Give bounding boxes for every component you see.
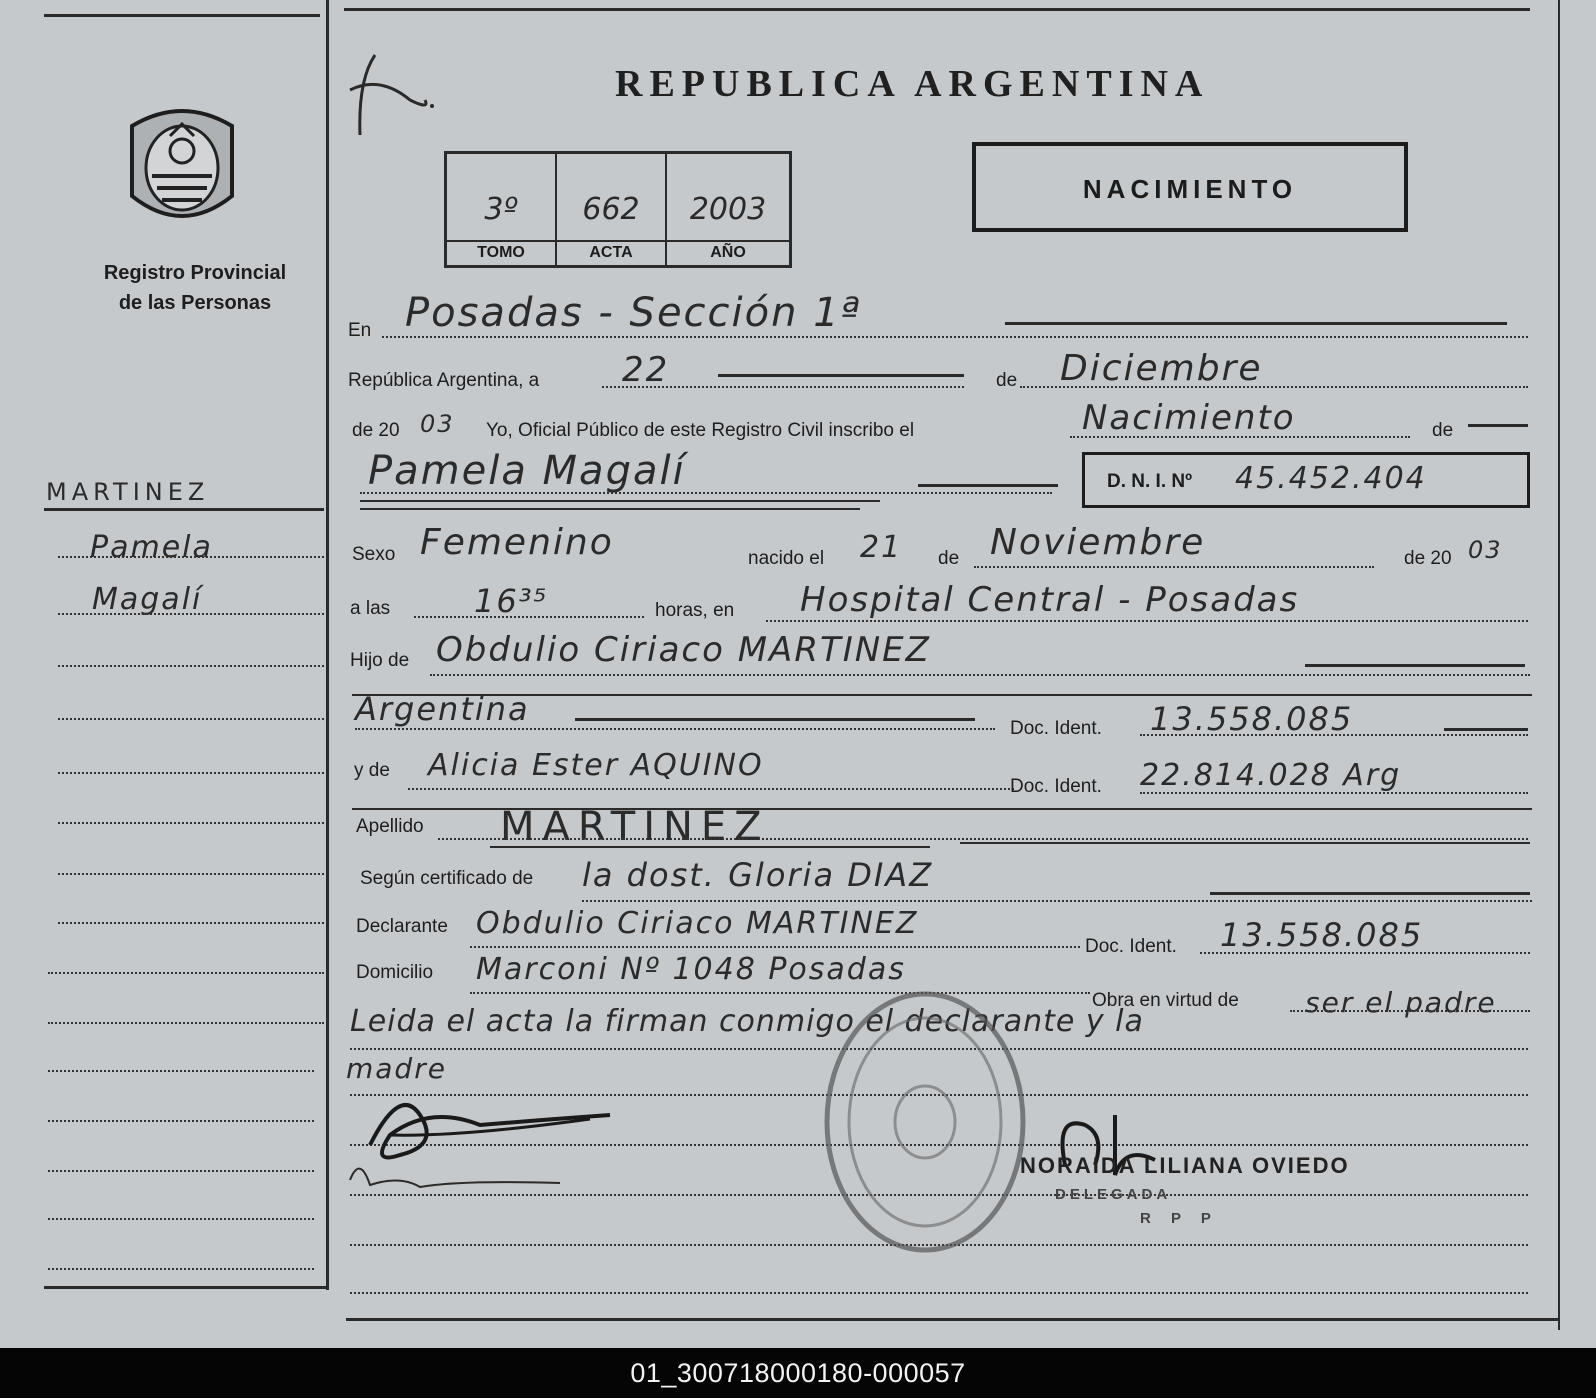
margin-line bbox=[58, 718, 324, 720]
line-11-dash bbox=[1210, 892, 1530, 895]
bottom-rule bbox=[346, 1318, 1558, 1321]
registry-line-1: Registro Provincial bbox=[103, 262, 287, 284]
margin-line bbox=[58, 613, 324, 615]
value-dia-nacimiento: 21 bbox=[860, 530, 903, 565]
line-1 bbox=[382, 336, 1528, 338]
value-mes-inscripcion: Diciembre bbox=[1060, 348, 1263, 389]
margin-bottom-rule bbox=[44, 1286, 326, 1289]
label-doc-ident-2: Doc. Ident. bbox=[1010, 776, 1102, 797]
margin-line bbox=[48, 1170, 314, 1172]
value-doc-madre: 22.814.028 Arg bbox=[1140, 758, 1402, 793]
line-2a-dash bbox=[718, 374, 964, 377]
right-border bbox=[1558, 0, 1560, 1330]
margin-line bbox=[48, 1022, 324, 1024]
value-dni: 45.452.404 bbox=[1235, 461, 1427, 496]
tomo-label: TOMO bbox=[447, 240, 555, 262]
line-2a bbox=[602, 386, 964, 388]
label-yo-oficial: Yo, Oficial Público de este Registro Civil inscribo el bbox=[486, 420, 915, 441]
margin-line bbox=[58, 873, 324, 875]
line-8a bbox=[355, 728, 995, 730]
label-segun-certificado: Según certificado de bbox=[360, 868, 534, 889]
line-5 bbox=[974, 566, 1374, 568]
misiones-seal-icon bbox=[122, 96, 242, 236]
margin-line bbox=[58, 665, 324, 667]
margin-line bbox=[58, 556, 324, 558]
footer-bar bbox=[0, 1348, 1596, 1398]
declarant-signature-icon bbox=[340, 1075, 620, 1205]
label-en: En bbox=[348, 320, 372, 341]
value-apellido: MARTINEZ bbox=[500, 804, 770, 850]
acta-label: ACTA bbox=[557, 240, 665, 262]
value-mes-nacimiento: Noviembre bbox=[990, 522, 1206, 563]
margin-first-name: Pamela bbox=[90, 530, 213, 565]
line-4 bbox=[360, 492, 1052, 494]
value-acto: Nacimiento bbox=[1082, 398, 1296, 438]
label-a-las: a las bbox=[350, 598, 391, 619]
line-4-dash bbox=[918, 484, 1058, 487]
reference-table bbox=[444, 151, 792, 268]
line-11 bbox=[582, 900, 1532, 902]
registry-line-2: de las Personas bbox=[118, 292, 272, 314]
margin-surname: MARTINEZ bbox=[46, 478, 210, 506]
label-de: de bbox=[996, 370, 1018, 391]
margin-line bbox=[48, 1268, 314, 1270]
line-10-under bbox=[490, 846, 930, 848]
image-id: 01_300718000180-000057 bbox=[630, 1358, 966, 1388]
line-8b-dash bbox=[1444, 728, 1528, 731]
value-doc-declarante: 13.558.085 bbox=[1220, 916, 1424, 954]
line-13b bbox=[1290, 1010, 1530, 1012]
value-nombre: Pamela Magalí bbox=[368, 448, 686, 494]
line-12a bbox=[470, 946, 1080, 948]
line-4-under-1 bbox=[360, 500, 880, 502]
line-4-under-2 bbox=[360, 508, 860, 510]
line-8-dash bbox=[575, 718, 975, 721]
margin-line bbox=[48, 1120, 314, 1122]
ano-value: 2003 bbox=[689, 192, 767, 227]
margin-line bbox=[58, 822, 324, 824]
value-anio-nacimiento: 03 bbox=[1468, 536, 1503, 564]
tomo-value: 3º bbox=[484, 192, 518, 227]
officer-name: NORAIDA LILIANA OVIEDO bbox=[1020, 1153, 1350, 1178]
label-nacido-el: nacido el bbox=[748, 548, 825, 569]
label-de2: de bbox=[1432, 420, 1454, 441]
label-domicilio: Domicilio bbox=[356, 962, 434, 983]
line-10 bbox=[438, 838, 1528, 840]
value-lugar: Posadas - Sección 1ª bbox=[405, 290, 862, 336]
label-de-20b: de 20 bbox=[1404, 548, 1452, 569]
value-cierre-1: Leida el acta la firman conmigo el declarante y la bbox=[350, 1004, 1144, 1039]
value-doc-padre: 13.558.085 bbox=[1150, 700, 1354, 738]
margin-surname-underline bbox=[44, 508, 324, 511]
value-dia-inscripcion: 22 bbox=[622, 350, 670, 390]
line-12b bbox=[1200, 952, 1530, 954]
label-de3: de bbox=[938, 548, 960, 569]
value-cierre-2: madre bbox=[346, 1052, 447, 1085]
label-apellido: Apellido bbox=[356, 816, 424, 837]
value-hora: 16³⁵ bbox=[474, 582, 549, 620]
value-declarante: Obdulio Ciriaco MARTINEZ bbox=[476, 906, 919, 941]
line-6a bbox=[414, 616, 644, 618]
registry-name bbox=[60, 258, 330, 318]
official-stamp-icon bbox=[820, 985, 1030, 1260]
label-sexo: Sexo bbox=[352, 544, 396, 565]
ano-label: AÑO bbox=[667, 240, 789, 262]
line-9b bbox=[1140, 792, 1528, 794]
tomo-cell bbox=[447, 154, 557, 265]
margin-line bbox=[48, 972, 324, 974]
value-lugar-nacimiento: Hospital Central - Posadas bbox=[800, 580, 1300, 620]
value-nacionalidad-padre: Argentina bbox=[355, 690, 530, 728]
initial-mark bbox=[340, 40, 440, 150]
column-divider bbox=[326, 0, 329, 1290]
label-doc-ident: Doc. Ident. bbox=[1010, 718, 1102, 739]
line-6b bbox=[766, 620, 1528, 622]
margin-line bbox=[48, 1218, 314, 1220]
record-type: NACIMIENTO bbox=[1082, 174, 1298, 204]
label-dni: D. N. I. Nº bbox=[1107, 471, 1193, 492]
line-3-dash bbox=[1468, 424, 1528, 427]
line-7-dash bbox=[1305, 664, 1525, 667]
margin-line bbox=[58, 772, 324, 774]
line-8b bbox=[1140, 734, 1528, 736]
value-anio-inscripcion: 03 bbox=[420, 410, 455, 438]
margin-second-name: Magalí bbox=[92, 582, 203, 617]
value-sexo: Femenino bbox=[420, 522, 614, 563]
line-7 bbox=[430, 674, 1530, 676]
margin-line bbox=[48, 1070, 314, 1072]
line-2b bbox=[1020, 386, 1528, 388]
line-10-dash bbox=[960, 842, 1530, 844]
dni-box bbox=[1082, 452, 1530, 508]
label-declarante: Declarante bbox=[356, 916, 448, 937]
value-domicilio: Marconi Nº 1048 Posadas bbox=[476, 952, 906, 987]
page-title: REPUBLICA ARGENTINA bbox=[615, 63, 1210, 105]
label-republica-a: República Argentina, a bbox=[348, 370, 540, 391]
top-rule-left bbox=[44, 14, 320, 17]
value-padre: Obdulio Ciriaco MARTINEZ bbox=[436, 630, 931, 670]
line-19 bbox=[350, 1292, 1528, 1294]
officer-org: R P P bbox=[1140, 1210, 1219, 1227]
acta-value: 662 bbox=[582, 192, 640, 227]
label-obra-en-virtud: Obra en virtud de bbox=[1092, 990, 1239, 1011]
value-en-virtud: ser el padre bbox=[1305, 986, 1497, 1019]
label-doc-ident-3: Doc. Ident. bbox=[1085, 936, 1177, 957]
acta-cell bbox=[557, 154, 667, 265]
line-9a bbox=[408, 788, 1014, 790]
value-madre: Alicia Ester AQUINO bbox=[428, 748, 764, 783]
line-1-dash bbox=[1005, 322, 1507, 325]
record-type-box bbox=[972, 142, 1408, 232]
label-horas-en: horas, en bbox=[655, 600, 735, 621]
line-3 bbox=[1070, 436, 1410, 438]
label-hijo-de: Hijo de bbox=[350, 650, 410, 671]
label-de-20: de 20 bbox=[352, 420, 400, 441]
value-certificado: la dost. Gloria DIAZ bbox=[582, 856, 934, 894]
margin-line bbox=[58, 922, 324, 924]
officer-role: DELEGADA bbox=[1055, 1186, 1172, 1203]
label-y-de: y de bbox=[354, 760, 390, 781]
ano-cell bbox=[667, 154, 789, 265]
top-rule-right bbox=[344, 8, 1530, 11]
